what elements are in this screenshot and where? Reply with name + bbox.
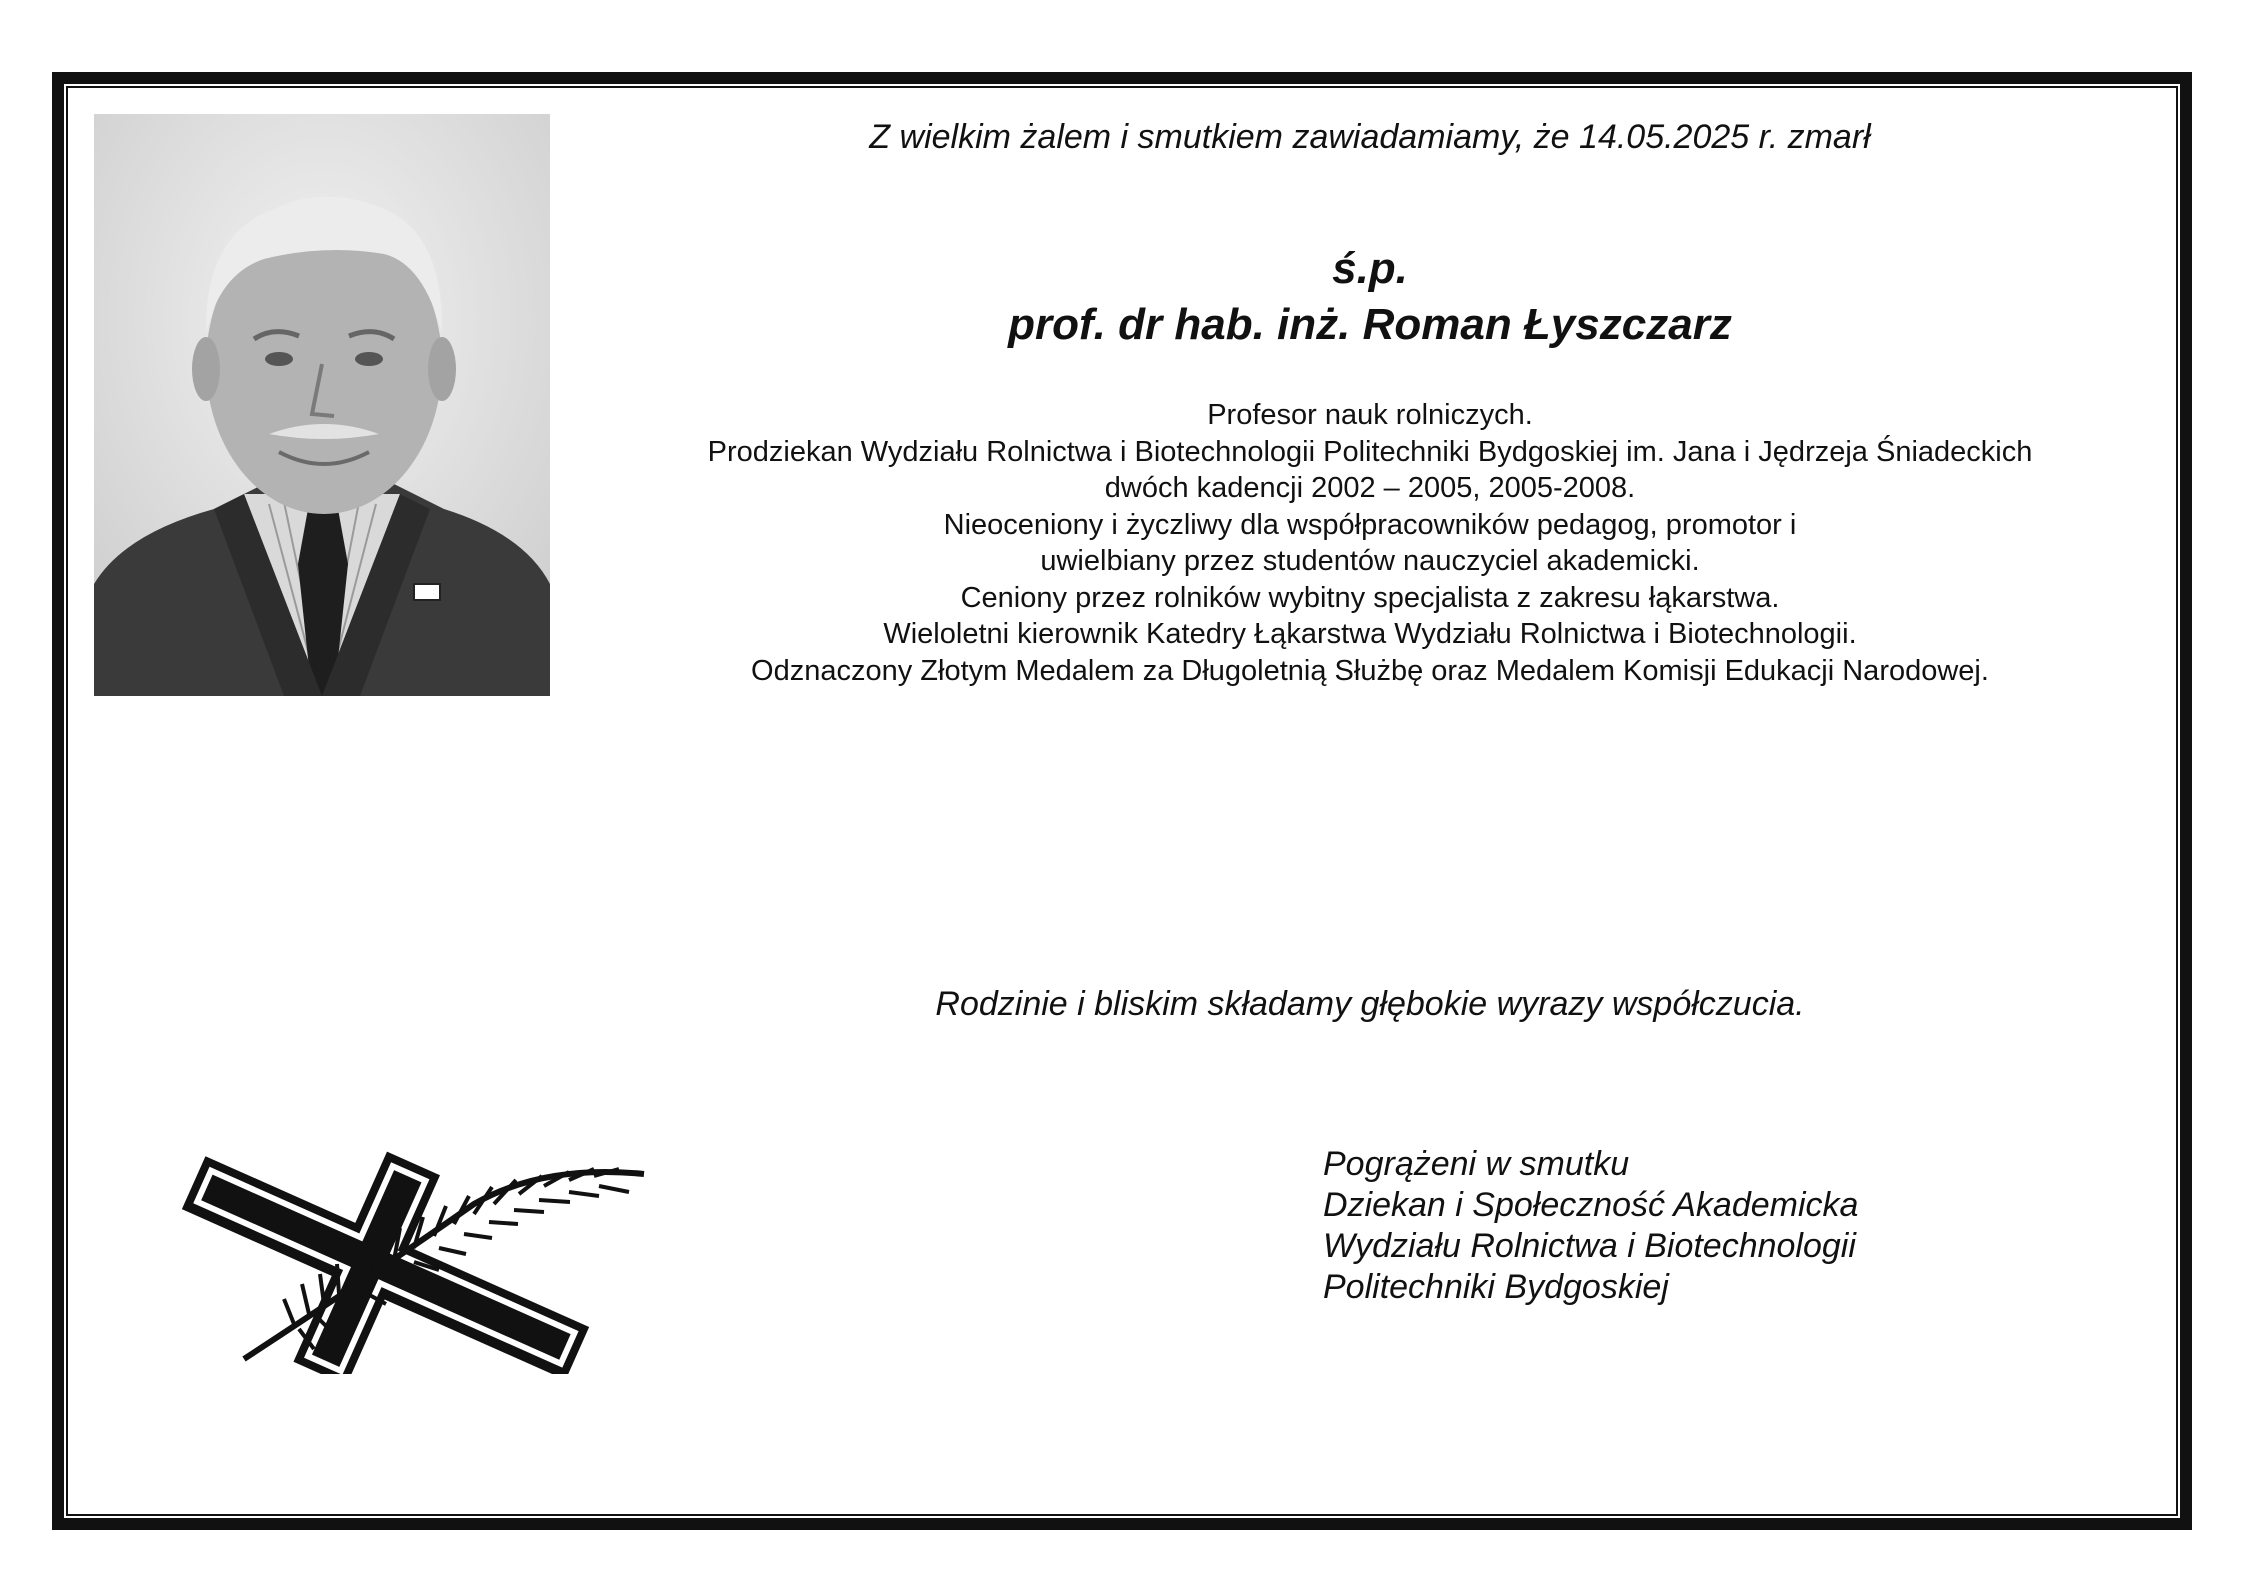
- announcement-intro: Z wielkim żalem i smutkiem zawiadamiamy, że 14.05.2025 r. zmarł: [869, 118, 1871, 156]
- bio-line: Nieoceniony i życzliwy dla współpracowników pedagog, promotor i: [943, 508, 1797, 541]
- condolence-message: Rodzinie i bliskim składamy głębokie wyrazy współczucia.: [935, 985, 1805, 1023]
- deceased-name: prof. dr hab. inż. Roman Łyszczarz: [1008, 300, 1732, 349]
- signature-line: Pogrążeni w smutku: [1323, 1145, 1630, 1183]
- signature-line: Wydziału Rolnictwa i Biotechnologii: [1323, 1227, 1856, 1265]
- bio-line: Wieloletni kierownik Katedry Łąkarstwa Wydziału Rolnictwa i Biotechnologii.: [883, 618, 1857, 650]
- bio-line: Odznaczony Złotym Medalem za Długoletnią Służbę oraz Medalem Komisji Edukacji Narodowej.: [751, 654, 1989, 687]
- bio-line: Ceniony przez rolników wybitny specjalista z zakresu łąkarstwa.: [960, 581, 1780, 614]
- cross-with-palm-branch-icon: [174, 1124, 674, 1374]
- bio-line: uwielbiany przez studentów nauczyciel akademicki.: [1040, 545, 1700, 577]
- signature-line: Politechniki Bydgoskiej: [1323, 1268, 1669, 1306]
- bio-line: dwóch kadencji 2002 – 2005, 2005-2008.: [1104, 472, 1636, 504]
- honorific: ś.p.: [1332, 244, 1408, 293]
- biography: [600, 397, 2140, 689]
- signature-line: Dziekan i Społeczność Akademicka: [1323, 1186, 1859, 1224]
- bio-line: Profesor nauk rolniczych.: [1207, 399, 1533, 431]
- bio-line: Prodziekan Wydziału Rolnictwa i Biotechnologii Politechniki Bydgoskiej im. Jana i Jędrzeja Śniadeckich: [707, 435, 2033, 468]
- portrait-photo: [94, 114, 550, 696]
- signature-block: [1323, 1144, 2083, 1308]
